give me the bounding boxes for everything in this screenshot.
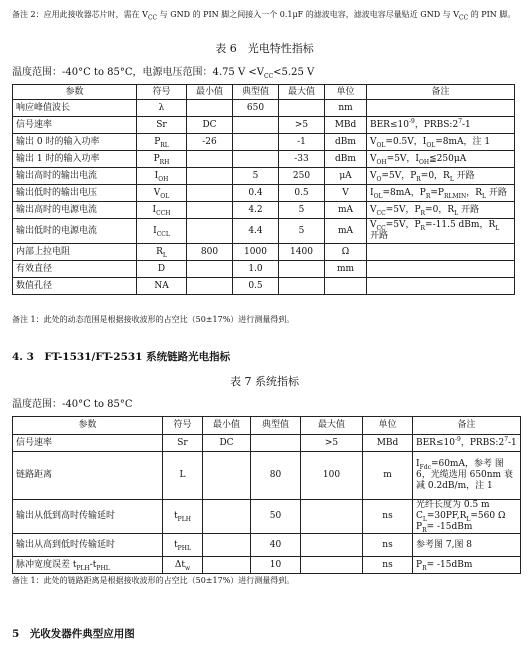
table-row	[13, 244, 515, 261]
table-cell: D	[137, 261, 187, 278]
table6-header-cell: 最小值	[187, 85, 233, 100]
table-cell: 0.5	[279, 185, 325, 202]
table-row	[13, 134, 515, 151]
table7-header-cell: 最小值	[203, 417, 251, 435]
table-cell: 250	[279, 168, 325, 185]
table-row	[13, 534, 521, 557]
table-cell	[279, 261, 325, 278]
table-cell: $\Delta t_w$	[163, 557, 203, 574]
table-cell: 输出 0 时的输入功率	[13, 134, 137, 151]
table-cell: >5	[279, 117, 325, 134]
table-cell: 50	[251, 500, 301, 534]
table-cell: Sr	[137, 117, 187, 134]
table7-header-row	[13, 417, 521, 435]
table-cell: dBm	[325, 151, 367, 168]
section-4-3-heading: 4. 3 FT-1531/FT-2531 系统链路光电指标	[12, 351, 231, 363]
table-cell: 1000	[233, 244, 279, 261]
table-cell: 5	[279, 202, 325, 219]
table-row	[13, 202, 515, 219]
table-cell: 0.5	[233, 278, 279, 295]
table-row	[13, 151, 515, 168]
table-cell: $P_{RL}$	[137, 134, 187, 151]
table-cell: 输出从低到高时传输延时	[13, 500, 163, 534]
table7	[12, 416, 521, 574]
table-cell: $I_{CCL}$	[137, 219, 187, 244]
table-cell: ns	[363, 500, 413, 534]
table-cell: $t_{PLH}$	[163, 500, 203, 534]
table-cell: 链路距离	[13, 452, 163, 500]
table-cell: 0.4	[233, 185, 279, 202]
table-cell: 4.4	[233, 219, 279, 244]
table-row	[13, 557, 521, 574]
table-cell	[279, 100, 325, 117]
table6-body	[13, 100, 515, 295]
table-cell	[187, 202, 233, 219]
table-cell	[187, 151, 233, 168]
table-cell: $BER\le 10^{-9}$，$PRBS:2^7-1$	[367, 117, 515, 134]
table-cell: ns	[363, 534, 413, 557]
table-cell: 脉冲宽度误差 $t_{PLH}-t_{PHL}$	[13, 557, 163, 574]
table-cell: V	[325, 185, 367, 202]
table-cell	[203, 557, 251, 574]
table-row	[13, 261, 515, 278]
table-cell	[301, 500, 363, 534]
table-cell	[251, 435, 301, 452]
table-cell	[301, 534, 363, 557]
table-row	[13, 168, 515, 185]
table-row	[13, 117, 515, 134]
table-cell: ns	[363, 557, 413, 574]
table7-header-cell: 单位	[363, 417, 413, 435]
table-cell: Sr	[163, 435, 203, 452]
section-5-heading: 5 光收发器件典型应用图	[12, 628, 135, 640]
table6-caption: 表 6 光电特性指标	[215, 42, 314, 55]
table-cell: $V_{OL}$	[137, 185, 187, 202]
table-cell: -26	[187, 134, 233, 151]
table-cell: 有效直径	[13, 261, 137, 278]
table-cell: 输出低时的输出电压	[13, 185, 137, 202]
table6-header-cell: 参数	[13, 85, 137, 100]
table6-header-cell: 典型值	[233, 85, 279, 100]
table-cell	[187, 168, 233, 185]
table-cell: dBm	[325, 134, 367, 151]
table-cell: 40	[251, 534, 301, 557]
table-cell	[233, 134, 279, 151]
table-cell: -33	[279, 151, 325, 168]
table7-header-cell: 最大值	[301, 417, 363, 435]
top-note: 备注 2：应用此接收器芯片时，需在 $V_{CC}$ 与 GND 的 PIN 脚之间接入一个 0.1μF 的滤波电容，滤波电容尽量贴近 GND 与 $V_{CC}$ 的 PIN 脚。	[12, 10, 516, 22]
table-cell: 650	[233, 100, 279, 117]
table-cell: 4.2	[233, 202, 279, 219]
table6	[12, 84, 515, 295]
table7-caption: 表 7 系统指标	[230, 375, 299, 388]
table-row	[13, 219, 515, 244]
table-cell: $BER\le 10^{-9}$，$PRBS:2^7-1$	[413, 435, 521, 452]
table-cell: >5	[301, 435, 363, 452]
table-cell: -1	[279, 134, 325, 151]
table-row	[13, 435, 521, 452]
table-cell: $V_{CC}=5V$，$P_R=-11.5$ dBm，$R_L$ 开路	[367, 219, 515, 244]
table6-header-cell: 单位	[325, 85, 367, 100]
table-cell: 信号速率	[13, 435, 163, 452]
table-cell	[367, 261, 515, 278]
table-cell: mm	[325, 261, 367, 278]
table-row	[13, 185, 515, 202]
table-cell	[367, 278, 515, 295]
table-cell	[187, 185, 233, 202]
table-cell: 5	[279, 219, 325, 244]
table-cell: 输出高时的电源电流	[13, 202, 137, 219]
table-cell: λ	[137, 100, 187, 117]
table-cell: $I_{CCH}$	[137, 202, 187, 219]
table6-note: 备注 1：此处的动态范围是根据接收波形的占空比（50±17%）进行测量得到。	[12, 315, 295, 324]
table-cell: nm	[325, 100, 367, 117]
table-cell	[187, 261, 233, 278]
table-row	[13, 278, 515, 295]
table-cell: 信号速率	[13, 117, 137, 134]
table-cell	[233, 151, 279, 168]
table-cell	[187, 219, 233, 244]
table-cell: 80	[251, 452, 301, 500]
table-cell	[233, 117, 279, 134]
table-cell: 100	[301, 452, 363, 500]
table-cell: $V_{CC}=5V$，$P_R=0$，$R_L$ 开路	[367, 202, 515, 219]
table-row	[13, 500, 521, 534]
table-cell: Ω	[325, 244, 367, 261]
table-cell: $V_{OL}=0.5V$，$I_{OL}=8mA$，注 1	[367, 134, 515, 151]
table-cell: 5	[233, 168, 279, 185]
table-cell: $I_{Fdc}=60mA$，参考 图 6，光缆选用 650nm 衰减 0.2dB/m，注 1	[413, 452, 521, 500]
table7-temp-range: 温度范围：-40°C to 85°C	[12, 399, 133, 410]
table-cell	[367, 100, 515, 117]
table-cell: 输出高时的输出电流	[13, 168, 137, 185]
table6-header-row	[13, 85, 515, 100]
table-cell: $I_{OH}$	[137, 168, 187, 185]
table-cell: μA	[325, 168, 367, 185]
table-cell	[203, 500, 251, 534]
table7-header-cell: 备注	[413, 417, 521, 435]
table-cell: DC	[187, 117, 233, 134]
table-cell: $V_O=5V$，$P_R=0$，$R_L$ 开路	[367, 168, 515, 185]
table-cell: m	[363, 452, 413, 500]
table-cell: 输出从高到低时传输延时	[13, 534, 163, 557]
table-cell	[203, 534, 251, 557]
table-cell	[279, 278, 325, 295]
table-row	[13, 100, 515, 117]
table-cell: 内部上拉电阻	[13, 244, 137, 261]
table-cell: $t_{PHL}$	[163, 534, 203, 557]
table-cell: $P_{RH}$	[137, 151, 187, 168]
table-row	[13, 452, 521, 500]
table-cell	[301, 557, 363, 574]
table-cell: 输出 1 时的输入功率	[13, 151, 137, 168]
table-cell: $I_{OL}=8mA$，$P_R=P_{RLMIN}$，$R_L$ 开路	[367, 185, 515, 202]
table-cell	[325, 278, 367, 295]
table-cell: 响应峰值波长	[13, 100, 137, 117]
table6-temp-range: 温度范围：-40°C to 85°C，电源电压范围：4.75 $V <V_{CC}<5.25$ V	[12, 67, 315, 80]
table-cell	[187, 100, 233, 117]
table-cell: DC	[203, 435, 251, 452]
table-cell: MBd	[363, 435, 413, 452]
table6-header-cell: 备注	[367, 85, 515, 100]
table7-header-cell: 符号	[163, 417, 203, 435]
table-cell: 参考图 7,图 8	[413, 534, 521, 557]
table-cell	[187, 278, 233, 295]
table-cell	[203, 452, 251, 500]
table-cell: $R_L$	[137, 244, 187, 261]
table-cell: $P_R= -15dBm$	[413, 557, 521, 574]
table7-header-cell: 典型值	[251, 417, 301, 435]
table6-header-cell: 符号	[137, 85, 187, 100]
table7-body	[13, 435, 521, 574]
table-cell: $V_{OH}=5V$，$I_{OH}≦250\mu A$	[367, 151, 515, 168]
table-cell: 输出低时的电源电流	[13, 219, 137, 244]
table-cell: 1.0	[233, 261, 279, 278]
table-cell: 800	[187, 244, 233, 261]
table-cell: MBd	[325, 117, 367, 134]
table7-note: 备注 1：此处的链路距离是根据接收波形的占空比（50±17%）进行测量得到。	[12, 576, 295, 585]
table-cell: 10	[251, 557, 301, 574]
table-cell: NA	[137, 278, 187, 295]
table-cell: mA	[325, 202, 367, 219]
table-cell	[367, 244, 515, 261]
table-cell: mA	[325, 219, 367, 244]
table7-header-cell: 参数	[13, 417, 163, 435]
table-cell: 数值孔径	[13, 278, 137, 295]
table6-header-cell: 最大值	[279, 85, 325, 100]
table-cell: L	[163, 452, 203, 500]
table-cell: 光纤长度为 0.5 m $C_L=30PF,R_L=560$ Ω $P_R= -15dBm$	[413, 500, 521, 534]
table-cell: 1400	[279, 244, 325, 261]
